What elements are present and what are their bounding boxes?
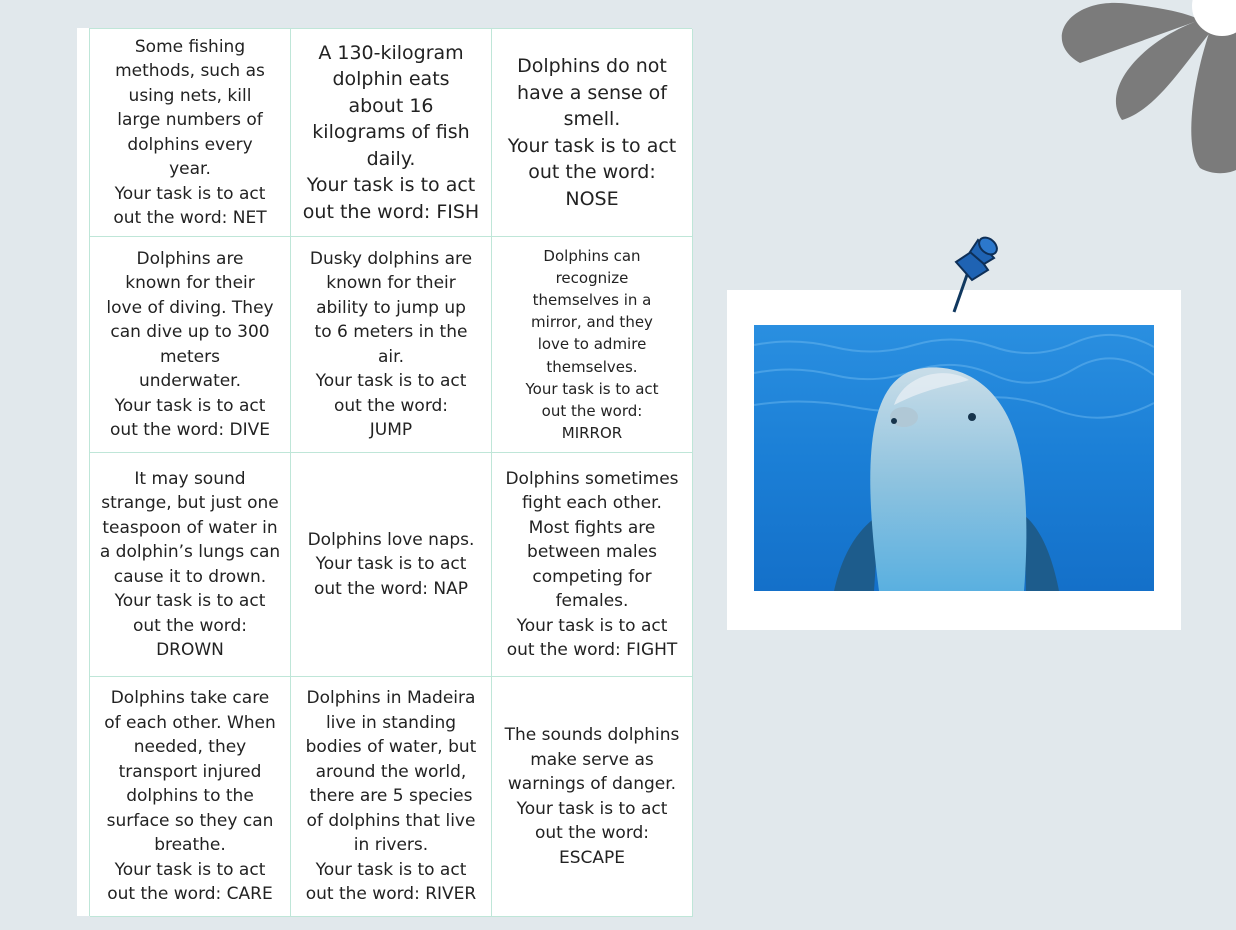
card-river: Dolphins in Madeira live in standing bodies of water, but around the world, there are 5 species of dolphins that live in rivers. Your task is to act out the word: RIVER <box>291 677 492 917</box>
card-dive: Dolphins are known for their love of diving. They can dive up to 300 meters underwater. Your task is to act out the word: DIVE <box>90 237 291 453</box>
dolphin-photo <box>754 325 1154 591</box>
card-nose: Dolphins do not have a sense of smell. Your task is to act out the word: NOSE <box>492 29 693 237</box>
card-jump: Dusky dolphins are known for their ability to jump up to 6 meters in the air. Your task is to act out the word: JUMP <box>291 237 492 453</box>
card-fish: A 130-kilogram dolphin eats about 16 kilograms of fish daily. Your task is to act out the word: FISH <box>291 29 492 237</box>
push-pin-icon <box>948 232 1000 314</box>
card-net: Some fishing methods, such as using nets, kill large numbers of dolphins every year. Your task is to act out the word: NET <box>90 29 291 237</box>
card-mirror: Dolphins can recognize themselves in a mirror, and they love to admire themselves. Your task is to act out the word: MIRROR <box>492 237 693 453</box>
flower-petals-icon <box>1040 0 1236 175</box>
card-escape: The sounds dolphins make serve as warnings of danger. Your task is to act out the word: ESCAPE <box>492 677 693 917</box>
card-fight: Dolphins sometimes fight each other. Most fights are between males competing for females. Your task is to act out the word: FIGHT <box>492 453 693 677</box>
card-drown: It may sound strange, but just one teaspoon of water in a dolphin’s lungs can cause it to drown. Your task is to act out the word: DROWN <box>90 453 291 677</box>
page-edge <box>77 28 89 916</box>
card-care: Dolphins take care of each other. When needed, they transport injured dolphins to the surface so they can breathe. Your task is to act out the word: CARE <box>90 677 291 917</box>
charades-card-grid <box>89 28 692 916</box>
card-nap: Dolphins love naps. Your task is to act out the word: NAP <box>291 453 492 677</box>
